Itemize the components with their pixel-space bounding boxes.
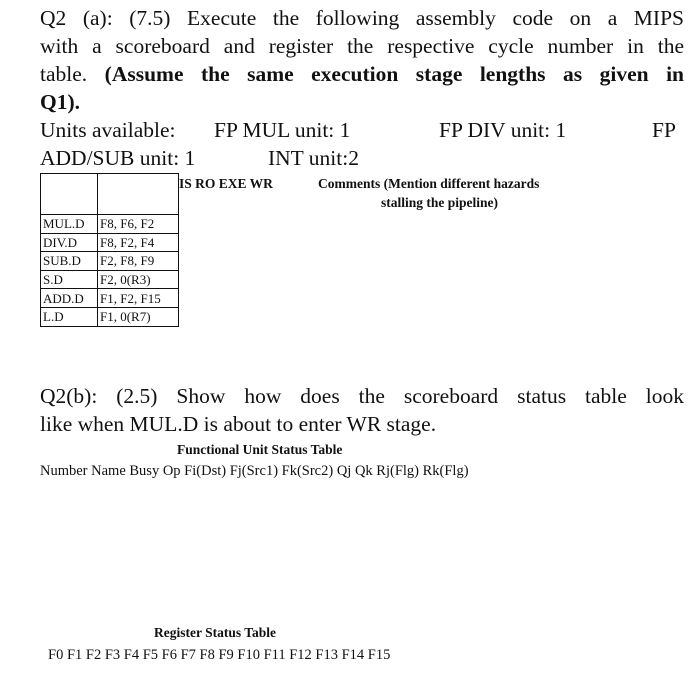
header-cell-blank-2: [98, 174, 179, 215]
q2a-line-3-bold: (Assume the same execution stage lengths as given in: [104, 62, 684, 86]
q2b-line-1: Q2(b): (2.5) Show how does the scoreboard status table look: [40, 384, 684, 408]
table-row: [41, 233, 179, 252]
instr-op: ADD.D: [41, 289, 98, 308]
header-cell-blank-1: [41, 174, 98, 215]
register-status-title: Register Status Table: [154, 625, 277, 640]
q2a-line-3: [40, 60, 684, 88]
fp-mul-unit: FP MUL unit: 1: [214, 118, 351, 142]
instr-args: F2, 0(R3): [98, 270, 179, 289]
instr-args: F1, 0(R7): [98, 307, 179, 326]
fp-div-unit: FP DIV unit: 1: [439, 118, 567, 142]
instruction-table: [40, 173, 179, 327]
register-status-columns: F0 F1 F2 F3 F4 F5 F6 F7 F8 F9 F10 F11 F12 F13 F14 F15: [48, 647, 391, 663]
fu-status-columns: Number Name Busy Op Fi(Dst) Fj(Src1) Fk(Src2) Qj Qk Rj(Flg) Rk(Flg): [40, 463, 469, 479]
table-header-row: [41, 174, 179, 215]
instr-op: DIV.D: [41, 233, 98, 252]
q2a-line-3-plain: table.: [40, 62, 88, 86]
instr-args: F8, F6, F2: [98, 215, 179, 234]
instr-args: F1, F2, F15: [98, 289, 179, 308]
instr-op: SUB.D: [41, 252, 98, 271]
q2a-line-2: with a scoreboard and register the respective cycle number in the: [40, 34, 684, 58]
instr-op: S.D: [41, 270, 98, 289]
table-row: [41, 252, 179, 271]
table-row: [41, 215, 179, 234]
q2a-line-4-bold: Q1).: [40, 90, 81, 114]
int-unit: INT unit:2: [268, 146, 359, 170]
comments-header-line-1: Comments (Mention different hazards: [318, 176, 540, 191]
q2a-line-1: Q2 (a): (7.5) Execute the following assembly code on a MIPS: [40, 6, 684, 30]
fp-unit: FP: [652, 118, 676, 142]
instr-op: L.D: [41, 307, 98, 326]
q2a-paragraph: [40, 4, 684, 116]
comments-header-line-2: stalling the pipeline): [381, 195, 499, 210]
stage-headers: IS RO EXE WR: [179, 176, 273, 191]
q2b-paragraph: [40, 382, 684, 438]
units-label: Units available:: [40, 118, 176, 142]
add-sub-unit: ADD/SUB unit: 1: [40, 146, 196, 170]
q2a-line-4: [40, 88, 684, 116]
instr-args: F2, F8, F9: [98, 252, 179, 271]
table-row: [41, 289, 179, 308]
fu-status-title: Functional Unit Status Table: [177, 442, 343, 457]
table-row: [41, 307, 179, 326]
instr-op: MUL.D: [41, 215, 98, 234]
table-row: [41, 270, 179, 289]
instr-args: F8, F2, F4: [98, 233, 179, 252]
q2b-line-2: like when MUL.D is about to enter WR stage.: [40, 412, 437, 436]
